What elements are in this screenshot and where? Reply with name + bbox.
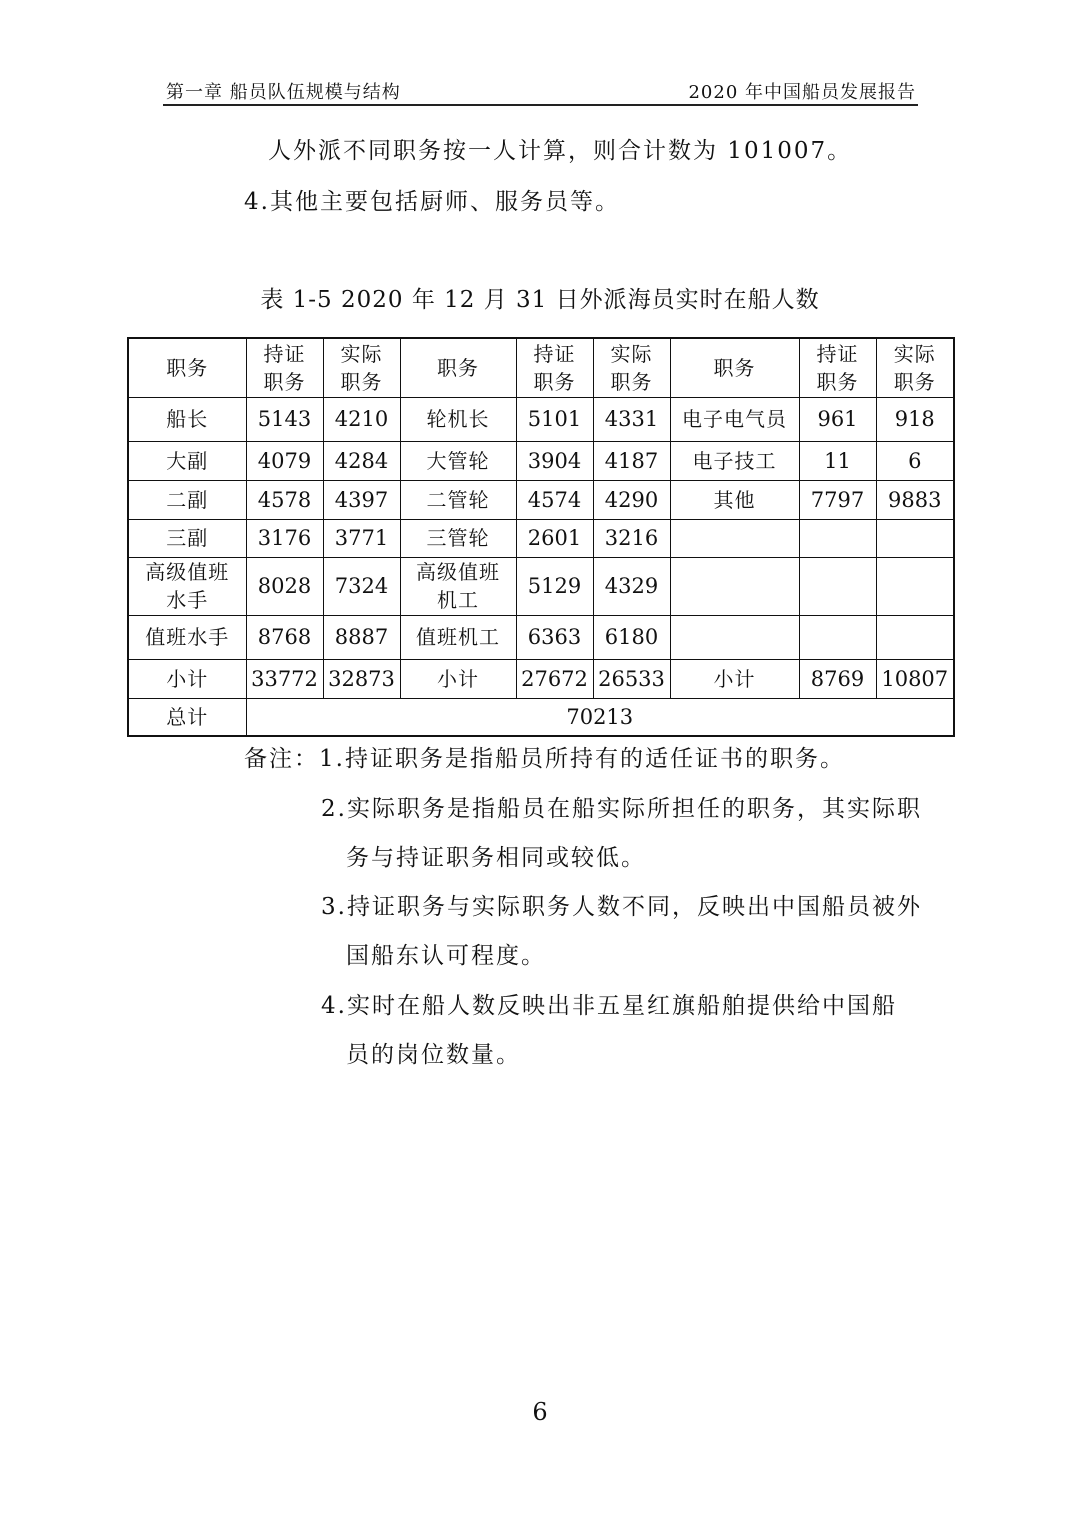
table-cell bbox=[799, 615, 876, 659]
note-4-line-1: 4.实时在船人数反映出非五星红旗船舶提供给中国船 bbox=[321, 993, 897, 1019]
table-cell: 8769 bbox=[799, 659, 876, 698]
table-cell bbox=[876, 519, 954, 557]
table-total-row bbox=[128, 698, 954, 736]
table-cell: 电子电气员 bbox=[670, 397, 799, 441]
note-2-line-2: 务与持证职务相同或较低。 bbox=[346, 845, 646, 871]
running-header-report-title: 2020 年中国船员发展报告 bbox=[688, 82, 916, 103]
table-cell: 5129 bbox=[516, 557, 593, 615]
table-cell: 4079 bbox=[246, 441, 323, 480]
header-cert-other: 持证 职务 bbox=[799, 338, 876, 397]
table-cell: 918 bbox=[876, 397, 954, 441]
table-cell bbox=[876, 615, 954, 659]
table-cell: 6180 bbox=[593, 615, 670, 659]
table-cell: 4329 bbox=[593, 557, 670, 615]
table-row bbox=[128, 397, 954, 441]
table-row bbox=[128, 557, 954, 615]
table-cell-senior-rating-deck: 高级值班 水手 bbox=[128, 557, 246, 615]
table-cell: 10807 bbox=[876, 659, 954, 698]
table-cell: 三副 bbox=[128, 519, 246, 557]
table-cell: 7324 bbox=[323, 557, 400, 615]
table-cell: 3904 bbox=[516, 441, 593, 480]
table-subtotal-row bbox=[128, 659, 954, 698]
header-role-other: 职务 bbox=[670, 338, 799, 397]
table-cell: 值班机工 bbox=[400, 615, 516, 659]
table-cell: 4290 bbox=[593, 480, 670, 519]
note-3-line-1: 3.持证职务与实际职务人数不同，反映出中国船员被外 bbox=[321, 894, 922, 920]
table-cell: 9883 bbox=[876, 480, 954, 519]
total-label: 总计 bbox=[128, 698, 246, 736]
table-cell: 船长 bbox=[128, 397, 246, 441]
table-cell: 大副 bbox=[128, 441, 246, 480]
body-paragraph-1: 人外派不同职务按一人计算，则合计数为 101007。 bbox=[268, 138, 853, 164]
table-cell: 8028 bbox=[246, 557, 323, 615]
header-role-deck: 职务 bbox=[128, 338, 246, 397]
table-cell: 二管轮 bbox=[400, 480, 516, 519]
table-cell: 小计 bbox=[128, 659, 246, 698]
header-actual-engine: 实际 职务 bbox=[593, 338, 670, 397]
table-cell: 4331 bbox=[593, 397, 670, 441]
note-4-line-2: 员的岗位数量。 bbox=[346, 1042, 521, 1068]
table-cell: 二副 bbox=[128, 480, 246, 519]
table-row bbox=[128, 519, 954, 557]
table-row bbox=[128, 480, 954, 519]
table-cell: 26533 bbox=[593, 659, 670, 698]
table-cell: 4578 bbox=[246, 480, 323, 519]
table-cell: 大管轮 bbox=[400, 441, 516, 480]
table-cell: 4210 bbox=[323, 397, 400, 441]
table-cell: 4284 bbox=[323, 441, 400, 480]
table-cell: 961 bbox=[799, 397, 876, 441]
table-cell: 27672 bbox=[516, 659, 593, 698]
table-caption: 表 1-5 2020 年 12 月 31 日外派海员实时在船人数 bbox=[260, 287, 820, 313]
table-cell: 小计 bbox=[400, 659, 516, 698]
table-cell: 6363 bbox=[516, 615, 593, 659]
table-cell: 4397 bbox=[323, 480, 400, 519]
table-cell: 3771 bbox=[323, 519, 400, 557]
table-cell: 其他 bbox=[670, 480, 799, 519]
table-cell: 值班水手 bbox=[128, 615, 246, 659]
table-cell bbox=[670, 519, 799, 557]
table-cell bbox=[799, 557, 876, 615]
page-number: 6 bbox=[532, 1398, 548, 1426]
header-cert-deck: 持证 职务 bbox=[246, 338, 323, 397]
table-cell bbox=[799, 519, 876, 557]
note-2-line-1: 2.实际职务是指船员在船实际所担任的职务，其实际职 bbox=[321, 796, 922, 822]
table-header-row bbox=[128, 338, 954, 397]
table-cell: 6 bbox=[876, 441, 954, 480]
table-cell: 7797 bbox=[799, 480, 876, 519]
table-row bbox=[128, 441, 954, 480]
header-cert-engine: 持证 职务 bbox=[516, 338, 593, 397]
table-cell: 8768 bbox=[246, 615, 323, 659]
crew-onboard-table bbox=[127, 337, 955, 737]
table-cell bbox=[670, 615, 799, 659]
table-cell: 8887 bbox=[323, 615, 400, 659]
table-cell-senior-rating-engine: 高级值班 机工 bbox=[400, 557, 516, 615]
table-cell: 5143 bbox=[246, 397, 323, 441]
table-cell: 32873 bbox=[323, 659, 400, 698]
table-cell: 三管轮 bbox=[400, 519, 516, 557]
table-cell bbox=[670, 557, 799, 615]
body-paragraph-2: 4.其他主要包括厨师、服务员等。 bbox=[244, 189, 620, 215]
table-row bbox=[128, 615, 954, 659]
table-cell: 小计 bbox=[670, 659, 799, 698]
table-cell: 2601 bbox=[516, 519, 593, 557]
table-cell bbox=[876, 557, 954, 615]
table-cell: 轮机长 bbox=[400, 397, 516, 441]
total-value: 70213 bbox=[246, 698, 954, 736]
running-header-chapter: 第一章 船员队伍规模与结构 bbox=[166, 82, 401, 103]
header-rule bbox=[163, 104, 918, 106]
table-cell: 3216 bbox=[593, 519, 670, 557]
header-actual-other: 实际 职务 bbox=[876, 338, 954, 397]
table-cell: 3176 bbox=[246, 519, 323, 557]
table-cell: 4187 bbox=[593, 441, 670, 480]
note-1: 备注：1.持证职务是指船员所持有的适任证书的职务。 bbox=[244, 746, 845, 772]
header-role-engine: 职务 bbox=[400, 338, 516, 397]
table-cell: 4574 bbox=[516, 480, 593, 519]
header-actual-deck: 实际 职务 bbox=[323, 338, 400, 397]
table-cell: 电子技工 bbox=[670, 441, 799, 480]
table-cell: 33772 bbox=[246, 659, 323, 698]
table-cell: 5101 bbox=[516, 397, 593, 441]
table-cell: 11 bbox=[799, 441, 876, 480]
note-3-line-2: 国船东认可程度。 bbox=[346, 943, 546, 969]
